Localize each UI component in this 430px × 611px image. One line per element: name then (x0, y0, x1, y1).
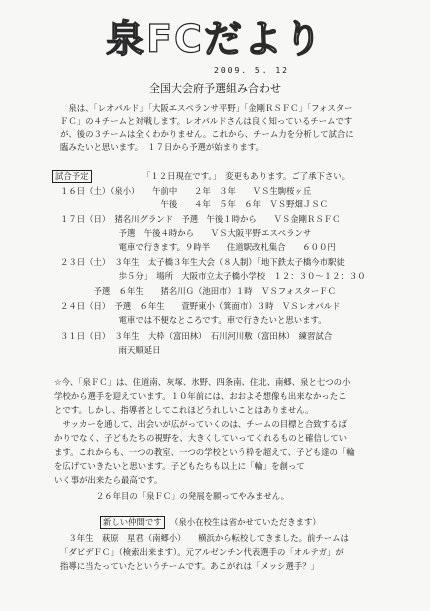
schedule-line: 電車では不便なところです。車で行きたいと思います。 (60, 315, 327, 325)
intro-line: が、後の３チームは全くわかりません。これから、チーム力を分析して試合に (60, 129, 354, 139)
schedule-line: 雨天順延日 (60, 345, 161, 355)
new-member-line: 指導に当たっていたというチームです。あこがれは「メッシ選手？」 (60, 561, 319, 571)
body-line: かりでなく、子どもたちの視野を、大きくしていってくれるものと確信してい (54, 433, 347, 443)
schedule-line: 予選 ６年生 猪名川Ｇ（池田市）１時 ＶＳフォスターＦＣ (60, 286, 336, 296)
schedule-line: １６日（土）（泉小） 午前中 ２年 ３年 ＶＳ生駒桜ヶ丘 (60, 186, 312, 196)
body-line: とです。しかし、指導者としてこれほどうれしいことはありません。 (54, 405, 314, 415)
body-line: ☆今、「泉ＦＣ」は、住道南、灰塚、氷野、四条南、住北、南郷、泉と七つの小 (54, 377, 351, 387)
body-line: いく事が出来たら最高です。 (54, 475, 163, 485)
body-line: ２６年目の「泉ＦＣ」の発展を願ってやみません。 (54, 491, 290, 501)
body-line: を広げていきたいと思います。子どもたちも以上に「輪」を創って (54, 461, 305, 471)
schedule-line: ２４日（日） 予選 ６年生 萱野東小（箕面市）３時 ＶＳレオパルド (60, 301, 341, 311)
intro-line: ＦＣ」の４チームと対戦します。レオパルドさんは良く知っているチームです (60, 116, 353, 126)
schedule-line: １７日（日） 猪名川グランド 予選 午後１時から ＶＳ金剛ＲＳＦＣ (60, 214, 341, 224)
new-member-line: 「ダビデＦＣ」（検索出来ます）。元アルゼンチン代表選手の「オルテガ」が (60, 547, 344, 557)
new-members-note: （泉小在校生は省かせていただきます） (170, 517, 321, 527)
newsletter-title: 泉FCだより (106, 17, 324, 61)
schedule-asof: 「１２日現在です。」 変更もあります。ご了承下さい。 (142, 171, 351, 181)
issue-date: 2009. 5. 12 (214, 66, 289, 75)
section-heading: 全国大会府予選組み合わせ (149, 82, 281, 95)
body-line: 学校から選手を迎えています。１０年前には、おおよそ想像も出来なかったこ (54, 391, 347, 401)
schedule-line: ２３日（土） ３年生 太子橋３年生大会（８人制）「地下鉄太子橋今市駅徒 (60, 257, 345, 267)
schedule-label: 試合予定 (52, 170, 92, 183)
schedule-line: 歩５分」 場所 大阪市立太子橋小学校 １２：３０～１２：３０ (60, 271, 366, 281)
schedule-line: 予選 午後４時から ＶＳ大阪平野エスペランサ (60, 228, 312, 238)
new-members-label: 新しい仲間です (100, 516, 165, 529)
body-line: サッカーを通して、出会いが広がっていくのは、チームの目標と合致するば (54, 419, 347, 429)
intro-line: 泉は、「レオパルド」「大阪エスペランサ平野」「金剛ＲＳＦＣ」「フォスター (60, 103, 353, 113)
schedule-line: 電車で行きます。９時半 住道駅改札集合 ６００円 (60, 242, 336, 252)
new-member-line: ３年生 萩原 星君（南郷小） 横浜から転校してきました。前チームは (60, 533, 349, 543)
schedule-line: 午後 ４年 ５年 ６年 ＶＳ野畑ＪＳＣ (60, 199, 328, 209)
body-line: ます。これからも、一つの教室、一つの学校という枠を超えて、子ども達の「輪 (54, 447, 355, 457)
schedule-line: ３１日（日） ３年生 大枠（富田林） 石川河川敷（富田林） 練習試合 (60, 331, 333, 341)
intro-line: 臨みたいと思います。 １７日から予選が始まります。 (60, 142, 264, 152)
